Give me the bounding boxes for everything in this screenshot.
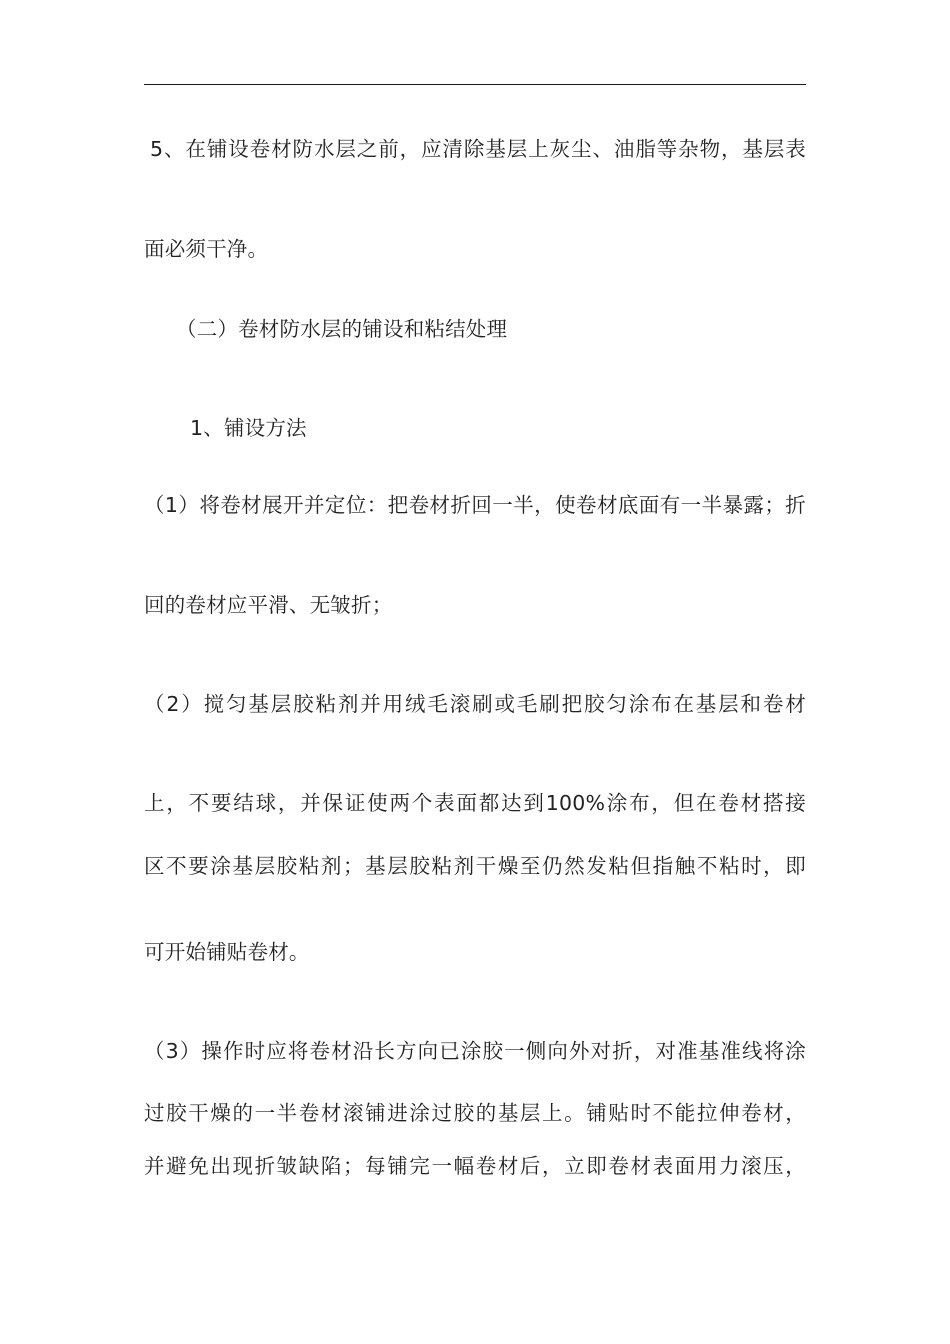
item-2-line-2: 上，不要结球，并保证使两个表面都达到100%涂布，但在卷材搭接: [144, 791, 806, 815]
item-1-line-2: 回的卷材应平滑、无皱折；: [144, 593, 393, 617]
item-3-line-1: （3）操作时应将卷材沿长方向已涂胶一侧向外对折，对准基准线将涂: [144, 1039, 806, 1063]
item-3-line-2: 过胶干燥的一半卷材滚铺进涂过胶的基层上。铺贴时不能拉伸卷材，: [144, 1101, 806, 1125]
item-2-line-3: 区不要涂基层胶粘剂；基层胶粘剂干燥至仍然发粘但指触不粘时，即: [144, 854, 806, 878]
header-rule: [144, 84, 806, 85]
paragraph-5-line-2: 面必须干净。: [144, 237, 269, 261]
section-heading: （二）卷材防水层的铺设和粘结处理: [176, 317, 508, 341]
item-3-line-3: 并避免出现折皱缺陷；每铺完一幅卷材后，立即卷材表面用力滚压，: [144, 1154, 806, 1178]
item-2-line-4: 可开始铺贴卷材。: [144, 940, 310, 964]
item-2-line-1: （2）搅匀基层胶粘剂并用绒毛滚刷或毛刷把胶匀涂布在基层和卷材: [144, 692, 806, 716]
paragraph-5-line-1: 5、在铺设卷材防水层之前，应清除基层上灰尘、油脂等杂物，基层表: [150, 137, 806, 161]
subsection-heading: 1、铺设方法: [190, 416, 307, 440]
item-1-line-1: （1）将卷材展开并定位：把卷材折回一半，使卷材底面有一半暴露；折: [144, 493, 806, 517]
